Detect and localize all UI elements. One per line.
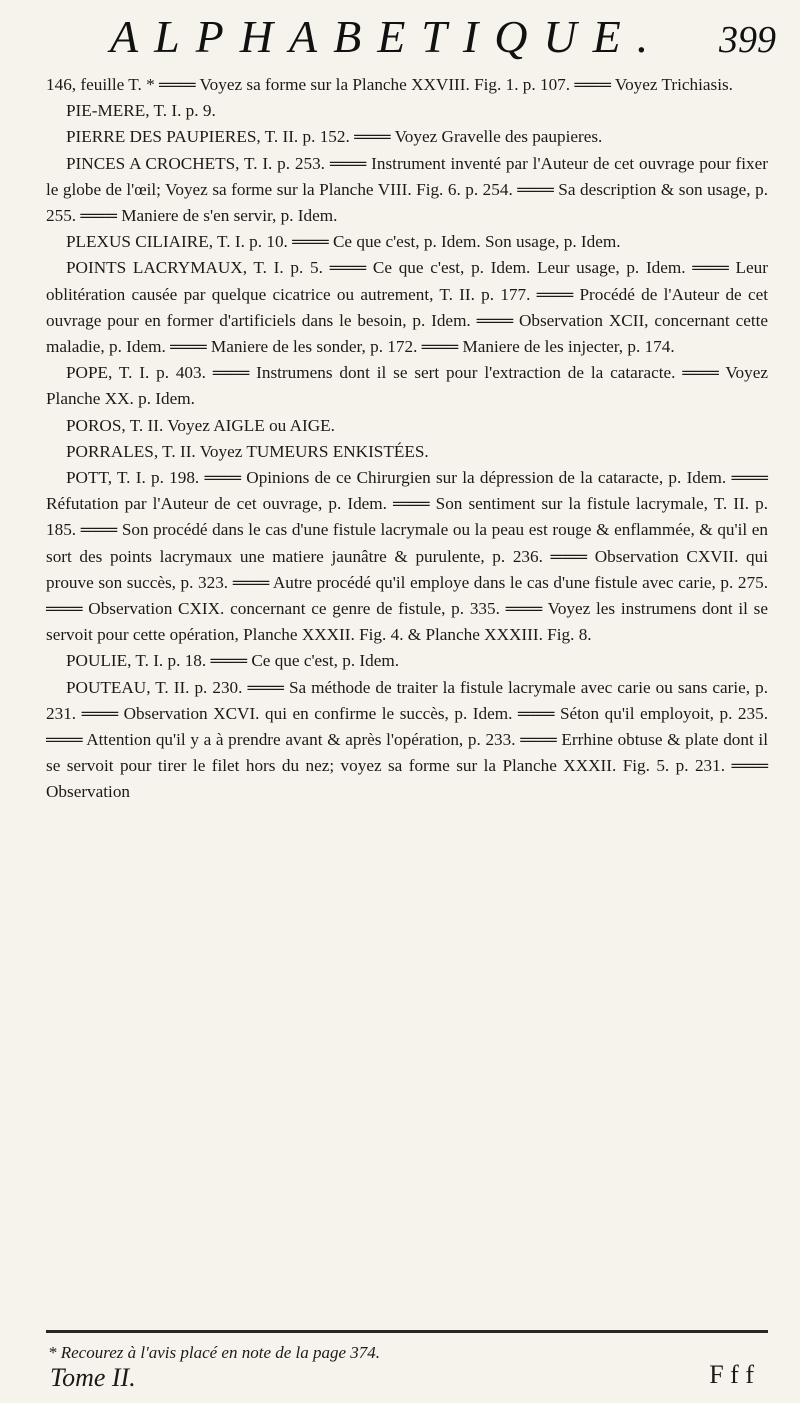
footnote-rule <box>46 1330 768 1333</box>
index-entry: 146, feuille T. * ═══ Voyez sa forme sur la Planche XXVIII. Fig. 1. p. 107. ═══ Voyez Trichiasis. <box>46 75 733 94</box>
index-entry: POTT, T. I. p. 198. ═══ Opinions de ce Chirurgien sur la dépression de la cataracte, p. Idem. ═══ Réfutation par l'Auteur de cet ouvrage, p. Idem. ═══ Son sentiment sur la fistule lacrymale, T. II. p. 185. ═══ Son procédé dans le cas d'une fistule lacrymale ou la peau est rouge & enflammée, & qu'il en sort des points lacrymaux une matiere jaunâtre & purulente, p. 236. ═══ Observation CXVII. qui prouve son succès, p. 323. ═══ Autre procédé qu'il employe dans le cas d'une fistule avec carie, p. 275. ═══ Observation CXIX. concernant ce genre de fistule, p. 335. ═══ Voyez les instrumens dont il se servoit pour cette opération, Planche XXXII. Fig. 4. & Planche XXXIII. Fig. 8. <box>46 468 768 645</box>
index-entry: PIE-MERE, T. I. p. 9. <box>66 101 216 121</box>
volume-label: Tome II. <box>50 1363 136 1392</box>
index-entry: POUTEAU, T. II. p. 230. ═══ Sa méthode de traiter la fistule lacrymale avec carie ou sans carie, p. 231. ═══ Observation XCVI. qui en confirme le succès, p. Idem. ═══ Séton qu'il employoit, p. 235. ═══ Attention qu'il y a à prendre avant & après l'opération, p. 233. ═══ Errhine obtuse & plate dont il se servoit pour tirer le filet hors du nez; voyez sa forme sur la Planche XXXII. Fig. 5. p. 231. ═══ Observation <box>46 677 768 802</box>
page-number: 399 <box>719 19 776 61</box>
printer-signature: F f f <box>709 1360 754 1389</box>
page-header <box>100 6 776 66</box>
index-entry: PINCES A CROCHETS, T. I. p. 253. ═══ Instrument inventé par l'Auteur de cet ouvrage pour fixer le globe de l'œil; Voyez sa forme sur la Planche VIII. Fig. 6. p. 254. ═══ Sa description & son usage, p. 255. ═══ Maniere de s'en servir, p. Idem. <box>46 153 768 226</box>
index-entry: POULIE, T. I. p. 18. ═══ Ce que c'est, p. Idem. <box>66 651 400 671</box>
index-entry: POROS, T. II. Voyez AIGLE ou AIGE. <box>66 415 335 435</box>
index-entry: PLEXUS CILIAIRE, T. I. p. 10. ═══ Ce que c'est, p. Idem. Son usage, p. Idem. <box>66 232 621 252</box>
index-entry: POPE, T. I. p. 403. ═══ Instrumens dont il se sert pour l'extraction de la cataracte. ═══ Voyez Planche XX. p. Idem. <box>46 363 768 409</box>
running-head: ALPHABETIQUE. <box>110 11 665 62</box>
index-entry: PIERRE DES PAUPIERES, T. II. p. 152. ═══ Voyez Gravelle des paupieres. <box>66 127 603 147</box>
index-entry: POINTS LACRYMAUX, T. I. p. 5. ═══ Ce que c'est, p. Idem. Leur usage, p. Idem. ═══ Leur oblitération causée par quelque cicatrice ou autrement, T. II. p. 177. ═══ Procédé de l'Auteur de cet ouvrage pour en former d'artificiels dans le besoin, p. Idem. ═══ Observation XCII, concernant cette maladie, p. Idem. ═══ Maniere de les sonder, p. 172. ═══ Maniere de les injecter, p. 174. <box>46 258 768 357</box>
index-body <box>46 72 768 806</box>
index-entry: PORRALES, T. II. Voyez TUMEURS ENKISTÉES. <box>66 441 429 461</box>
footnote: * Recourez à l'avis placé en note de la page 374. <box>48 1343 381 1362</box>
